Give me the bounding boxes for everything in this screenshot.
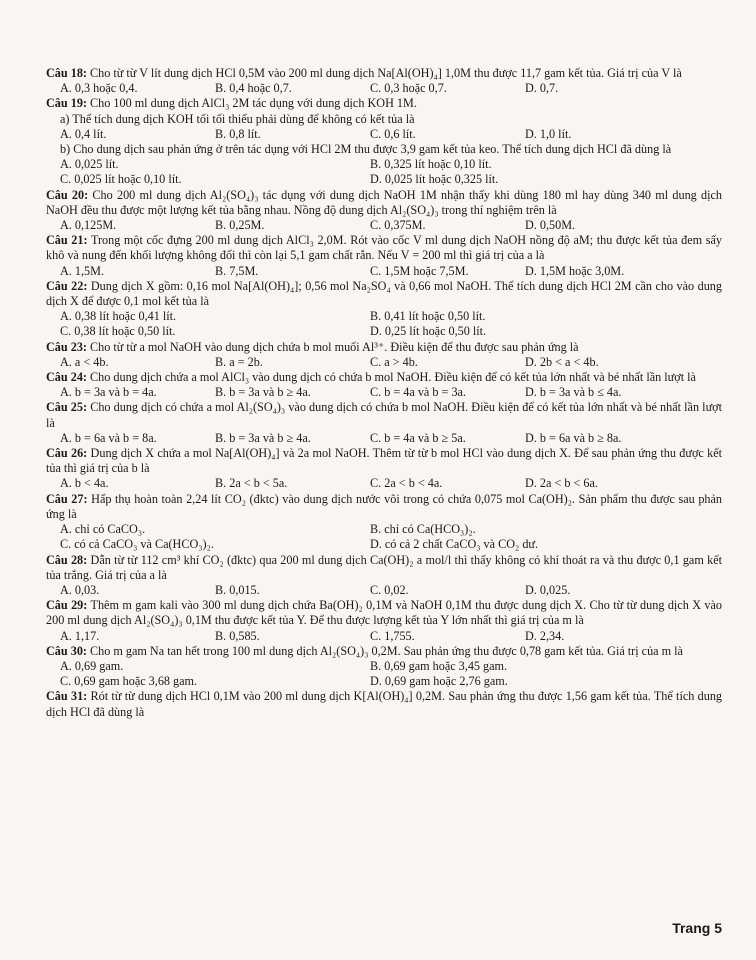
- question-stem: [46, 340, 722, 355]
- answer-option-d[interactable]: D. có cả 2 chất CaCO₃ và CO₂ dư.: [370, 537, 539, 552]
- answer-option-a[interactable]: A. 0,125M.: [60, 218, 117, 233]
- question-list: [46, 66, 722, 720]
- sub-question-text: b) Cho dung dịch sau phản ứng ở trên tác dụng với HCl 2M thu được 3,9 gam kết tủa keo. Thể tích dung dịch HCl đã dùng là: [60, 142, 672, 157]
- answer-option-a[interactable]: A. 1,5M.: [60, 263, 105, 278]
- answer-options: [46, 127, 722, 142]
- question-stem: [46, 233, 722, 263]
- question-number: Câu 31:: [46, 689, 88, 704]
- answer-option-a[interactable]: A. b = 6a và b = 8a.: [60, 430, 157, 445]
- question-text: Thêm m gam kali vào 300 ml dung dịch chứa Ba(OH)₂ 0,1M và NaOH 0,1M thu được dung dịch X. Cho từ từ dung dịch X vào 200 ml dung dịch Al₂(SO₄)₃ 0,1M thu được kết tủa Y. Để thu được lượng kết tủa Y lớn nhất thì giá trị của m là: [46, 598, 723, 628]
- answer-option-a[interactable]: A. 0,025 lít.: [60, 157, 119, 172]
- question-stem: [46, 96, 722, 111]
- answer-options: [46, 522, 722, 552]
- answer-option-a[interactable]: A. 0,69 gam.: [60, 658, 124, 673]
- answer-option-c[interactable]: C. 0,69 gam hoặc 3,68 gam.: [60, 674, 198, 689]
- answer-option-d[interactable]: D. 2b < a < 4b.: [525, 354, 599, 369]
- question-text: Dung dịch X gồm: 0,16 mol Na[Al(OH)₄]; 0,56 mol Na₂SO₄ và 0,66 mol NaOH. Thể tích dung dịch HCl 2M cần cho vào dung dịch X để được 0,1 mol kết tủa là: [46, 278, 722, 309]
- answer-option-c[interactable]: C. 0,375M.: [370, 218, 426, 233]
- question-25: [46, 400, 722, 446]
- answer-option-a[interactable]: A. 1,17.: [60, 628, 100, 643]
- question-23: [46, 340, 722, 370]
- question-text: Dẫn từ từ 112 cm³ khí CO₂ (đktc) qua 200 ml dung dịch Ca(OH)₂ a mol/l thì thấy không có khí thoát ra và thu được 0,1 gam kết tủa trắng. Giá trị của a là: [46, 552, 723, 582]
- question-26: [46, 446, 722, 492]
- question-29: [46, 598, 722, 644]
- answer-option-b[interactable]: B. 7,5M.: [215, 263, 259, 278]
- answer-option-d[interactable]: D. 1,0 lít.: [525, 126, 572, 141]
- question-stem: [46, 400, 722, 430]
- question-stem: [46, 689, 722, 719]
- question-30: [46, 644, 722, 690]
- answer-option-b[interactable]: B. b = 3a và b ≥ 4a.: [215, 385, 311, 400]
- question-number: Câu 30:: [46, 643, 87, 658]
- answer-options: [46, 629, 722, 644]
- answer-option-d[interactable]: D. 0,50M.: [525, 218, 576, 233]
- answer-option-d[interactable]: D. 1,5M hoặc 3,0M.: [525, 263, 625, 278]
- question-number: Câu 27:: [46, 491, 88, 506]
- answer-option-b[interactable]: B. b = 3a và b ≥ 4a.: [215, 430, 311, 445]
- question-stem: [46, 188, 722, 218]
- answer-option-c[interactable]: C. 2a < b < 4a.: [370, 476, 443, 491]
- answer-options: [46, 157, 722, 187]
- question-text: Trong một cốc đựng 200 ml dung dịch AlCl₃ 2,0M. Rót vào cốc V ml dung dịch NaOH nồng độ aM; thu được kết tủa đem sấy khô và nung đến khối lượng không đổi thì còn lại 5,1 gam chất rắn. Nếu V = 200 ml thì giá trị của a là: [46, 233, 722, 263]
- answer-option-d[interactable]: D. 0,025 lít hoặc 0,325 lít.: [370, 172, 499, 187]
- answer-options: [46, 431, 722, 446]
- question-19: [46, 96, 722, 187]
- answer-options: [46, 583, 722, 598]
- answer-option-d[interactable]: D. 0,25 lít hoặc 0,50 lít.: [370, 324, 487, 339]
- answer-option-b[interactable]: B. chỉ có Ca(HCO₃)₂.: [370, 522, 476, 537]
- answer-option-c[interactable]: C. b = 4a và b ≥ 5a.: [370, 430, 466, 445]
- answer-option-d[interactable]: D. 2,34.: [525, 628, 565, 643]
- question-stem: [46, 66, 722, 81]
- sub-question-text: a) Thể tích dung dịch KOH tối tối thiểu phải dùng để không có kết tủa là: [60, 111, 415, 126]
- answer-option-c[interactable]: C. 0,025 lít hoặc 0,10 lít.: [60, 172, 182, 187]
- question-number: Câu 26:: [46, 446, 88, 461]
- answer-option-c[interactable]: C. a > 4b.: [370, 354, 418, 369]
- question-number: Câu 29:: [46, 598, 88, 613]
- question-20: [46, 188, 722, 234]
- answer-option-b[interactable]: B. a = 2b.: [215, 354, 263, 369]
- question-18: [46, 66, 722, 96]
- question-stem: [46, 598, 722, 628]
- answer-option-c[interactable]: C. 0,3 hoặc 0,7.: [370, 81, 447, 96]
- question-number: Câu 25:: [46, 400, 88, 415]
- question-number: Câu 28:: [46, 552, 88, 567]
- question-text: Cho m gam Na tan hết trong 100 ml dung dịch Al₂(SO₄)₃ 0,2M. Sau phản ứng thu được 0,78 gam kết tủa. Giá trị của m là: [90, 643, 683, 658]
- question-number: Câu 23:: [46, 339, 87, 354]
- question-text: Cho dung dịch có chứa a mol Al₂(SO₄)₃ vào dung dịch có chứa b mol NaOH. Điều kiện để có kết tủa lớn nhất và bé nhất lần lượt là: [46, 400, 723, 430]
- question-stem: [46, 644, 722, 659]
- question-number: Câu 20:: [46, 187, 89, 202]
- answer-option-c[interactable]: C. 1,5M hoặc 7,5M.: [370, 263, 469, 278]
- question-number: Câu 21:: [46, 233, 88, 248]
- question-22: [46, 279, 722, 340]
- question-number: Câu 19:: [46, 96, 87, 111]
- question-stem: [46, 446, 722, 476]
- question-text: Cho 100 ml dung dịch AlCl₃ 2M tác dụng với dung dịch KOH 1M.: [90, 96, 417, 111]
- answer-option-d[interactable]: D. b = 6a và b ≥ 8a.: [525, 430, 622, 445]
- answer-option-b[interactable]: B. 0,25M.: [215, 218, 265, 233]
- answer-options: [46, 355, 722, 370]
- answer-option-a[interactable]: A. chỉ có CaCO₃.: [60, 522, 146, 537]
- answer-options: [46, 385, 722, 400]
- question-text: Dung dịch X chứa a mol Na[Al(OH)₄] và 2a mol NaOH. Thêm từ từ b mol HCl vào dung dịch X. Để sau phản ứng thu được kết tủa thì giá trị của b là: [46, 446, 723, 476]
- answer-option-a[interactable]: A. 0,03.: [60, 582, 100, 597]
- answer-option-c[interactable]: C. 0,02.: [370, 582, 409, 597]
- answer-option-b[interactable]: B. 0,8 lít.: [215, 126, 261, 141]
- answer-option-a[interactable]: A. 0,4 lít.: [60, 126, 107, 141]
- question-21: [46, 233, 722, 279]
- answer-options: [46, 309, 722, 339]
- question-text: Cho từ từ V lít dung dịch HCl 0,5M vào 200 ml dung dịch Na[Al(OH)₄] 1,0M thu được 11,7 gam kết tủa. Giá trị của V là: [90, 66, 682, 80]
- answer-option-c[interactable]: C. có cả CaCO₃ và Ca(HCO₃)₂.: [60, 537, 214, 552]
- answer-options: [46, 218, 722, 233]
- answer-options: [46, 659, 722, 689]
- answer-option-a[interactable]: A. b < 4a.: [60, 476, 109, 491]
- answer-option-b[interactable]: B. 0,325 lít hoặc 0,10 lít.: [370, 157, 492, 172]
- question-text: Rót từ từ dung dịch HCl 0,1M vào 200 ml dung dịch K[Al(OH)₄] 0,2M. Sau phản ứng thu được 1,56 gam kết tủa. Thể tích dung dịch HCl đã dùng là: [46, 689, 723, 719]
- answer-option-c[interactable]: C. 0,38 lít hoặc 0,50 lít.: [60, 324, 176, 339]
- question-24: [46, 370, 722, 400]
- answer-options: [46, 476, 722, 491]
- question-text: Cho 200 ml dung dịch Al₂(SO₄)₃ tác dụng với dung dịch NaOH 1M nhận thấy khi dùng 180 ml hay dùng 340 ml dung dịch NaOH đều thu được một lượng kết tủa bằng nhau. Nồng độ dung dịch Al₂(SO₄)₃ trong thí nghiệm trên là: [46, 187, 722, 217]
- question-text: Hấp thụ hoàn toàn 2,24 lít CO₂ (đktc) vào dung dịch nước vôi trong có chứa 0,075 mol Ca(OH)₂. Sản phẩm thu được sau phản ứng là: [46, 491, 723, 521]
- answer-option-a[interactable]: A. 0,3 hoặc 0,4.: [60, 81, 138, 96]
- answer-option-d[interactable]: D. 0,69 gam hoặc 2,76 gam.: [370, 674, 508, 689]
- answer-option-c[interactable]: C. b = 4a và b = 3a.: [370, 385, 466, 400]
- answer-option-d[interactable]: D. 2a < b < 6a.: [525, 476, 598, 491]
- answer-option-b[interactable]: B. 0,015.: [215, 582, 260, 597]
- question-31: [46, 689, 722, 719]
- question-stem: [46, 279, 722, 309]
- question-number: Câu 22:: [46, 278, 88, 293]
- question-stem: [46, 553, 722, 583]
- answer-option-b[interactable]: B. 0,585.: [215, 628, 260, 643]
- question-stem: [46, 492, 722, 522]
- question-number: Câu 18:: [46, 66, 87, 80]
- page-number: Trang 5: [672, 920, 722, 936]
- answer-option-b[interactable]: B. 2a < b < 5a.: [215, 476, 288, 491]
- answer-options: [46, 264, 722, 279]
- answer-option-b[interactable]: B. 0,69 gam hoặc 3,45 gam.: [370, 658, 508, 673]
- question-28: [46, 553, 722, 599]
- answer-option-b[interactable]: B. 0,41 lít hoặc 0,50 lít.: [370, 309, 486, 324]
- question-text: Cho dung dịch chứa a mol AlCl₃ vào dung dịch có chứa b mol NaOH. Điều kiện để có kết tủa lớn nhất và bé nhất lần lượt là: [90, 370, 696, 385]
- answer-option-c[interactable]: C. 1,755.: [370, 628, 415, 643]
- question-text: Cho từ từ a mol NaOH vào dung dịch chứa b mol muối Al³⁺. Điều kiện để thu được sau phản ứng là: [90, 339, 579, 354]
- answer-option-a[interactable]: A. a < 4b.: [60, 354, 109, 369]
- answer-option-d[interactable]: D. 0,025.: [525, 582, 571, 597]
- answer-option-a[interactable]: A. b = 3a và b = 4a.: [60, 385, 157, 400]
- answer-options: [46, 81, 722, 96]
- answer-option-c[interactable]: C. 0,6 lít.: [370, 126, 416, 141]
- question-stem: [46, 370, 722, 385]
- answer-option-d[interactable]: D. 0,7.: [525, 81, 559, 96]
- question-27: [46, 492, 722, 553]
- answer-option-d[interactable]: D. b = 3a và b ≤ 4a.: [525, 385, 622, 400]
- answer-option-a[interactable]: A. 0,38 lít hoặc 0,41 lít.: [60, 309, 177, 324]
- answer-option-b[interactable]: B. 0,4 hoặc 0,7.: [215, 81, 292, 96]
- question-number: Câu 24:: [46, 370, 87, 385]
